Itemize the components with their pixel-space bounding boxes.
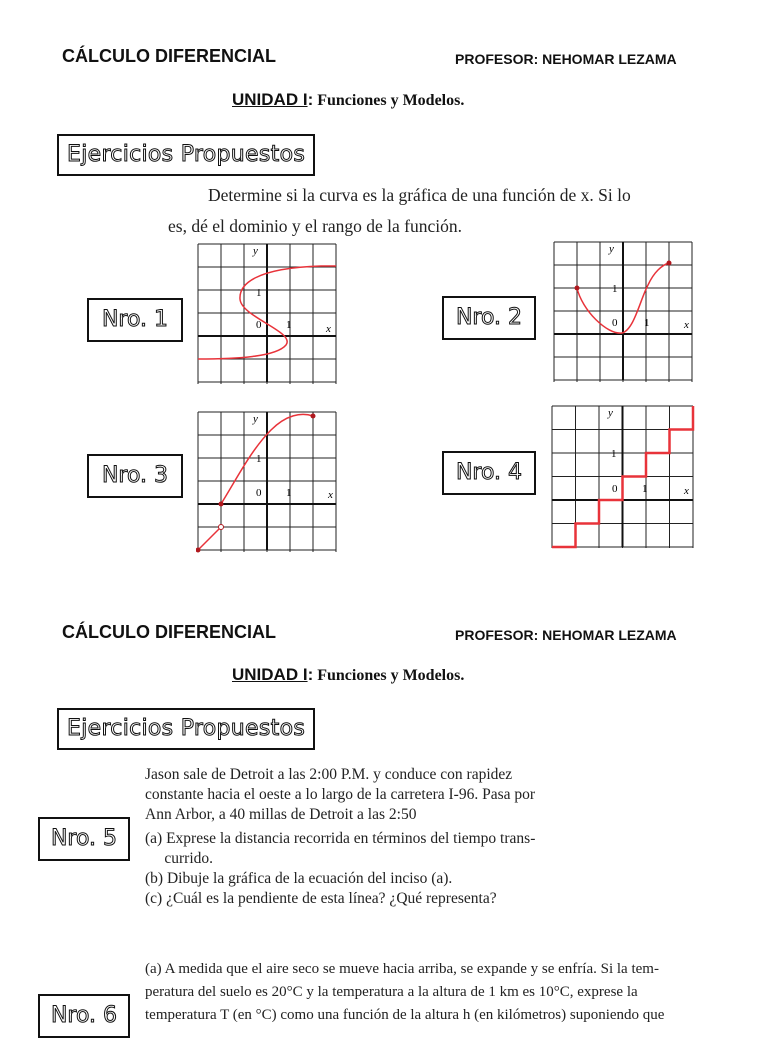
origin-label: 0 [256,487,262,499]
exercise-label-2: Nro. 2 [442,296,536,340]
x-tick-1-label: 1 [644,317,650,329]
x-tick-1-label: 1 [286,319,292,331]
question-text [168,180,713,242]
section-title-box-2: Ejercicios Propuestos [57,708,315,750]
exercise-label-1: Nro. 1 [87,298,183,342]
endpoint-3 [219,502,224,507]
curve-3-segment [198,527,221,550]
question-line-1: Determine si la curva es la gráfica de una función de x. Si lo [208,185,631,205]
unit-colon: : [307,90,314,109]
x-tick-1-label: 1 [642,483,648,495]
graph-3 [196,410,340,554]
ex5-line-1: Jason sale de Detroit a las 2:00 P.M. y conduce con rapidez [145,766,513,783]
course-title-2: CÁLCULO DIFERENCIAL [62,622,276,642]
y-tick-1-label: 1 [256,453,262,465]
unit-label-2: UNIDAD I [232,665,308,684]
y-tick-1-label: 1 [256,287,262,299]
x-axis-label: x [326,323,331,335]
ex6-line-2: peratura del suelo es 20°C y la temperatura a la altura de 1 km es 10°C, exprese la [145,984,638,1000]
exercise-5-text [145,765,705,909]
endpoint-4 [311,414,316,419]
question-line-2: es, dé el dominio y el rango de la función. [168,216,463,236]
origin-label: 0 [612,317,618,329]
ex5-line-4: (a) Exprese la distancia recorrida en términos del tiempo trans- [145,830,536,847]
exercise-label-3: Nro. 3 [87,454,183,498]
y-axis-label: y [609,243,614,255]
unit-label: UNIDAD I [232,90,308,109]
endpoint-2 [219,525,224,530]
y-axis-label: y [608,407,613,419]
unit-colon-2: : [307,665,314,684]
x-tick-1-label: 1 [286,487,292,499]
course-title: CÁLCULO DIFERENCIAL [62,46,276,66]
endpoint-left [575,286,580,291]
professor-name: PROFESOR: NEHOMAR LEZAMA [455,51,677,67]
exercise-label-6: Nro. 6 [38,994,130,1038]
ex5-line-5: currido. [145,850,214,867]
ex6-line-1: (a) A medida que el aire seco se mueve hacia arriba, se expande y se enfría. Si la tem- [145,961,659,977]
y-tick-1-label: 1 [611,448,617,460]
y-axis-label: y [253,413,258,425]
ex5-line-3: Ann Arbor, a 40 millas de Detroit a las 2:50 [145,806,417,823]
ex5-line-6: (b) Dibuje la gráfica de la ecuación del inciso (a). [145,870,453,887]
origin-label: 0 [256,319,262,331]
professor-name-2: PROFESOR: NEHOMAR LEZAMA [455,627,677,643]
y-axis-label: y [253,245,258,257]
exercise-label-4: Nro. 4 [442,451,536,495]
graph-1 [196,242,340,386]
endpoint-right [667,261,672,266]
unit-heading-2 [232,665,464,685]
x-axis-label: x [328,489,333,501]
exercise-label-5: Nro. 5 [38,817,130,861]
y-tick-1-label: 1 [612,283,618,295]
unit-heading [232,90,464,110]
unit-title-2: Funciones y Modelos. [317,667,465,684]
x-axis-label: x [684,319,689,331]
section-title-box: Ejercicios Propuestos [57,134,315,176]
exercise-6-text [145,958,725,1027]
graph-4 [550,404,696,550]
origin-label: 0 [612,483,618,495]
ex6-line-3: temperatura T (en °C) como una función de la altura h (en kilómetros) suponiendo que [145,1007,665,1023]
ex5-line-2: constante hacia el oeste a lo largo de la carretera I-96. Pasa por [145,786,536,803]
ex5-line-7: (c) ¿Cuál es la pendiente de esta línea? ¿Qué representa? [145,890,497,907]
unit-title: Funciones y Modelos. [317,92,465,109]
graph-2 [552,240,696,384]
x-axis-label: x [684,485,689,497]
